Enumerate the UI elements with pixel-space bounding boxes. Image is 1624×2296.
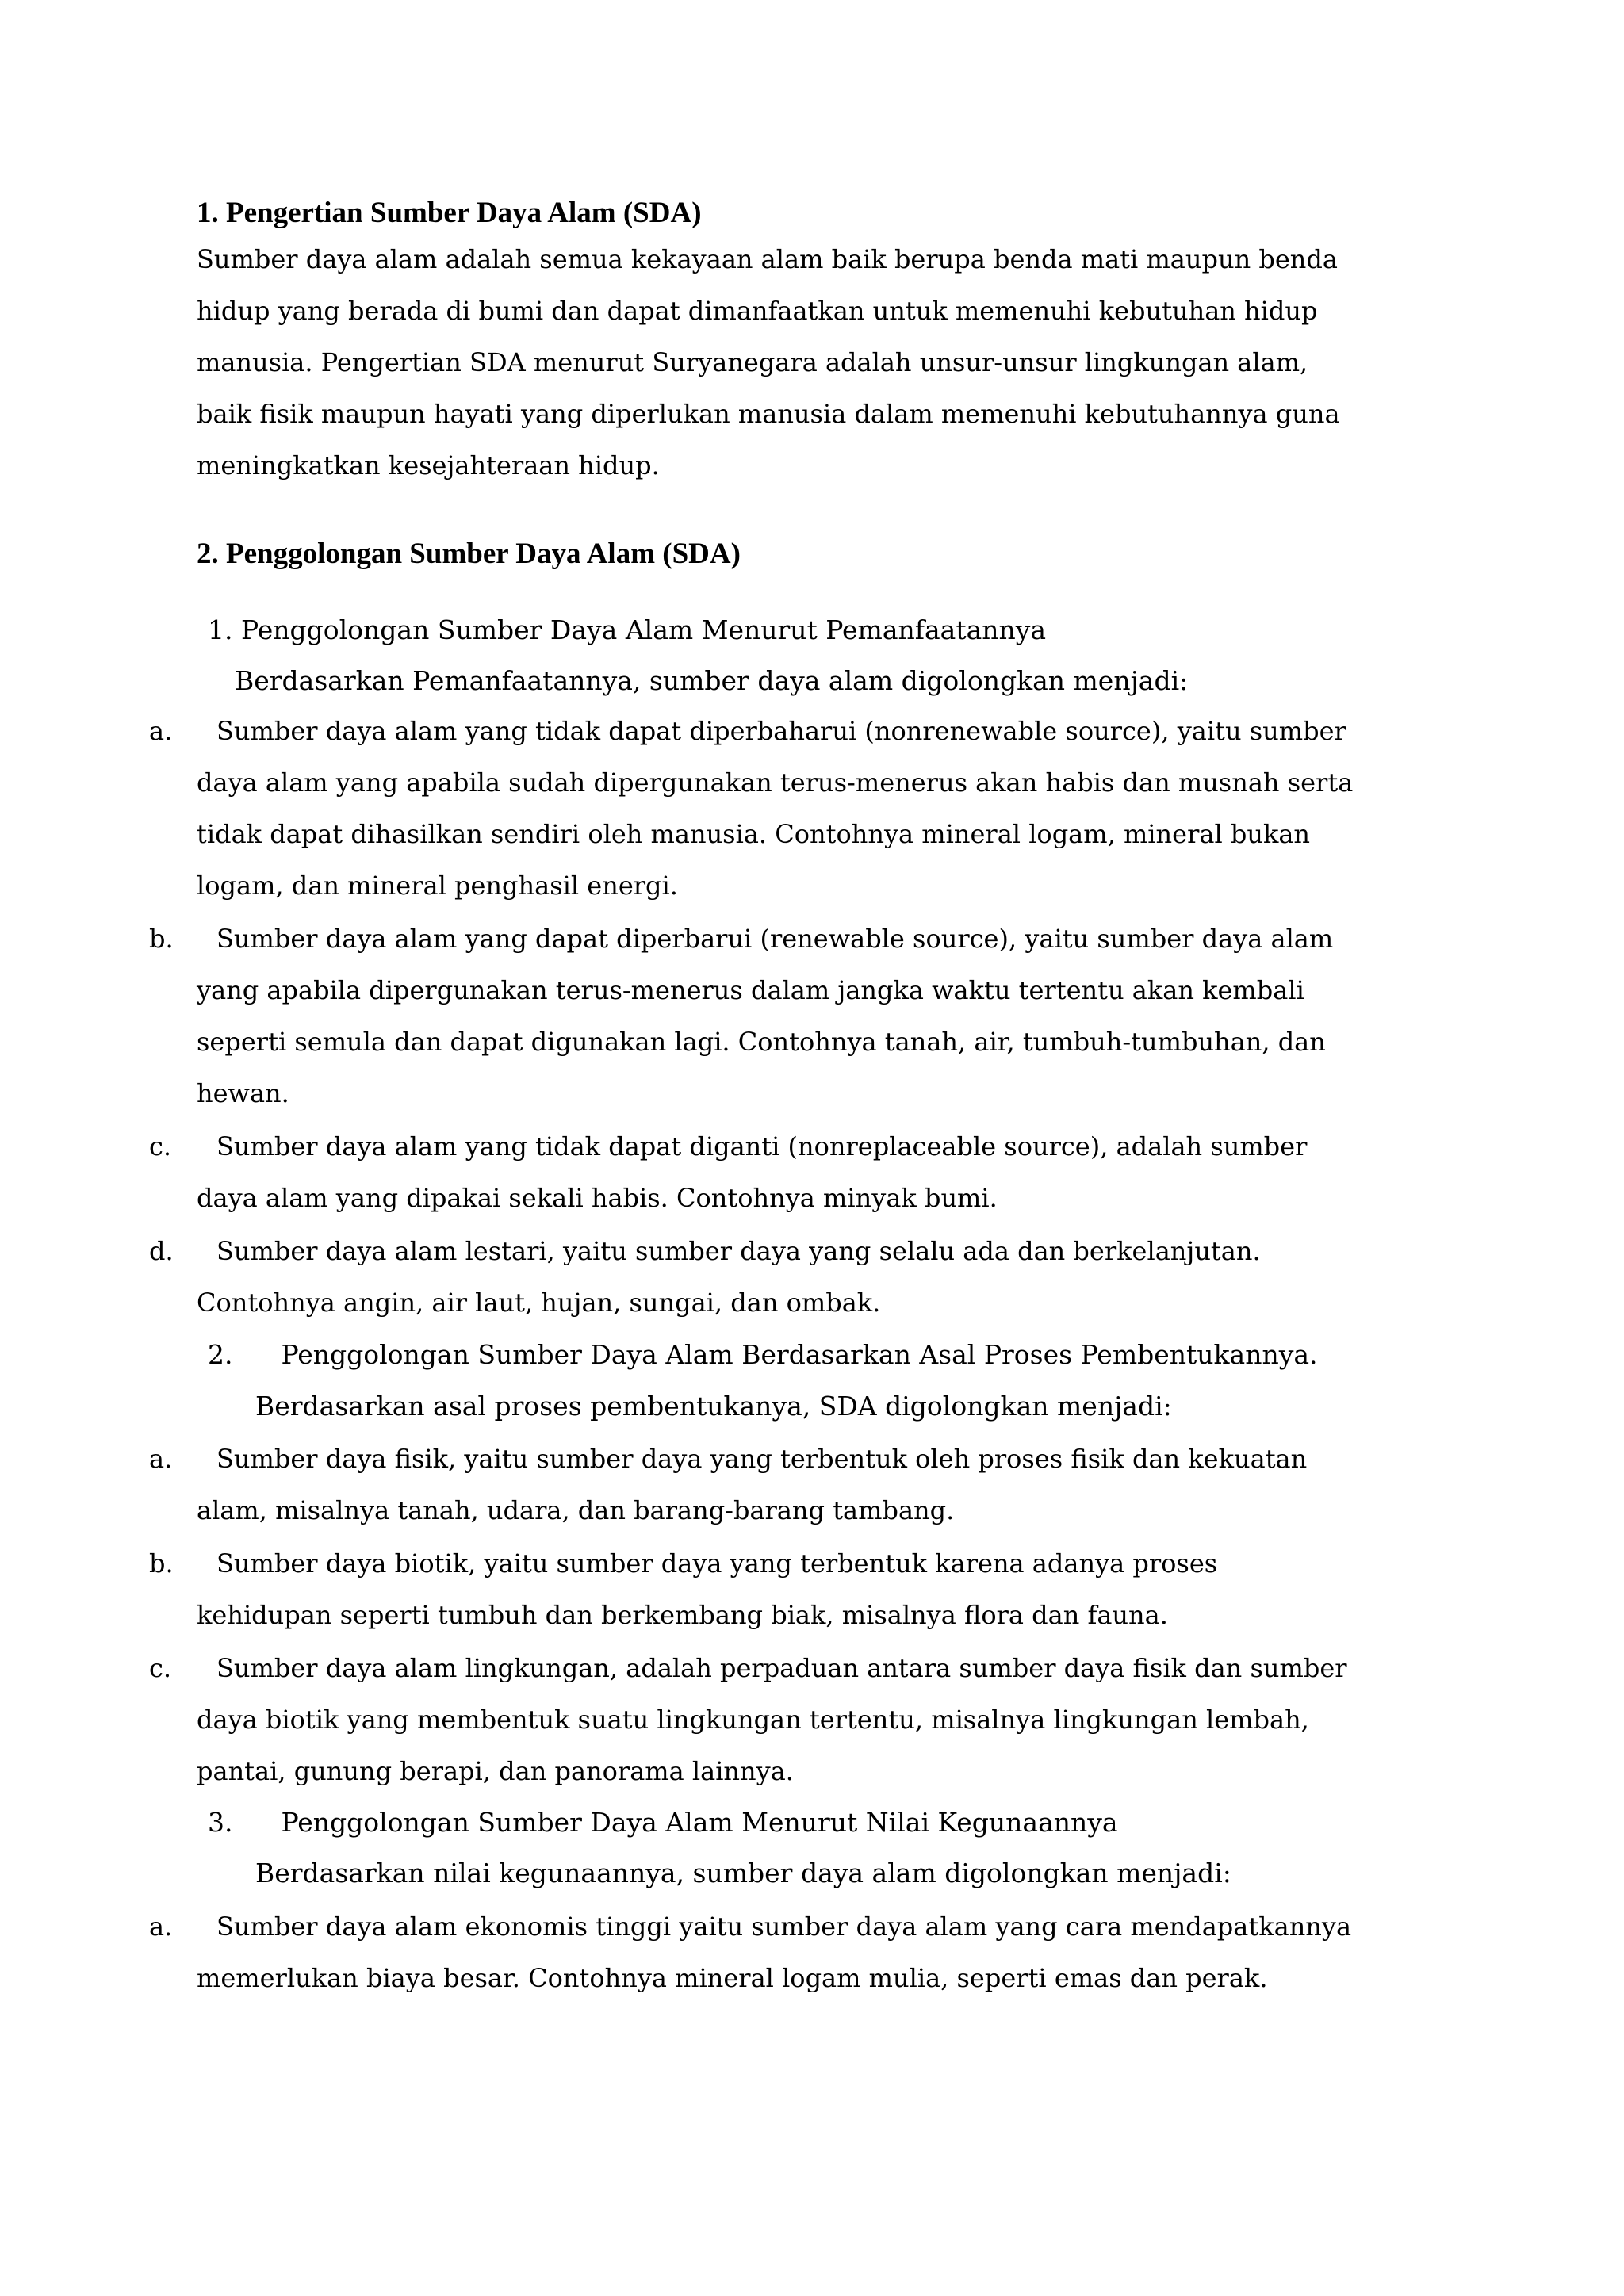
item-line: pantai, gunung berapi, dan panorama lainnya.: [197, 1756, 794, 1786]
classification-3-item-a: [197, 1901, 1442, 2004]
item-line: alam, misalnya tanah, udara, dan barang-barang tambang.: [197, 1495, 955, 1525]
item-line: Sumber daya biotik, yaitu sumber daya yang terbentuk karena adanya proses: [216, 1548, 1218, 1578]
section-heading-1: 1. Pengertian Sumber Daya Alam (SDA): [197, 197, 702, 229]
item-line: daya alam yang dipakai sekali habis. Contohnya minyak bumi.: [197, 1183, 998, 1213]
classification-2-item-b: [197, 1538, 1442, 1641]
classification-1-intro: Berdasarkan Pemanfaatannya, sumber daya alam digolongkan menjadi:: [235, 665, 1189, 696]
classification-1-item-a: [197, 706, 1442, 912]
item-line: yang apabila dipergunakan terus-menerus dalam jangka waktu tertentu akan kembali: [197, 975, 1304, 1005]
item-line: Contohnya angin, air laut, hujan, sungai, dan ombak.: [197, 1288, 881, 1318]
section-1-paragraph: [197, 234, 1434, 492]
item-line: Sumber daya fisik, yaitu sumber daya yang terbentuk oleh proses fisik dan kekuatan: [216, 1444, 1308, 1474]
item-line: tidak dapat dihasilkan sendiri oleh manusia. Contohnya mineral logam, mineral bukan: [197, 819, 1311, 849]
classification-title: Penggolongan Sumber Daya Alam Menurut Nilai Kegunaannya: [281, 1807, 1118, 1838]
paragraph-line: Sumber daya alam adalah semua kekayaan alam baik berupa benda mati maupun benda: [197, 244, 1338, 274]
paragraph-line: manusia. Pengertian SDA menurut Suryanegara adalah unsur-unsur lingkungan alam,: [197, 347, 1308, 377]
classification-2-title: [208, 1341, 1318, 1368]
item-line: logam, dan mineral penghasil energi.: [197, 871, 678, 901]
classification-1-item-b: [197, 913, 1442, 1119]
classification-title: Penggolongan Sumber Daya Alam Menurut Pemanfaatannya: [241, 614, 1047, 645]
item-marker: b.: [149, 1548, 174, 1578]
item-line: hewan.: [197, 1078, 289, 1108]
item-line: Sumber daya alam ekonomis tinggi yaitu sumber daya alam yang cara mendapatkannya: [216, 1911, 1352, 1942]
item-line: daya biotik yang membentuk suatu lingkungan tertentu, misalnya lingkungan lembah,: [197, 1705, 1309, 1735]
item-marker: a.: [149, 1911, 173, 1942]
item-line: memerlukan biaya besar. Contohnya mineral logam mulia, seperti emas dan perak.: [197, 1963, 1268, 1993]
paragraph-line: meningkatkan kesejahteraan hidup.: [197, 450, 660, 480]
paragraph-line: hidup yang berada di bumi dan dapat dimanfaatkan untuk memenuhi kebutuhan hidup: [197, 296, 1318, 326]
item-marker: a.: [149, 1444, 173, 1474]
classification-3-intro: Berdasarkan nilai kegunaannya, sumber daya alam digolongkan menjadi:: [255, 1858, 1231, 1888]
item-line: daya alam yang apabila sudah dipergunakan terus-menerus akan habis dan musnah serta: [197, 767, 1354, 798]
item-line: Sumber daya alam yang dapat diperbarui (renewable source), yaitu sumber daya alam: [216, 924, 1334, 954]
item-marker: c.: [149, 1131, 172, 1161]
classification-1-title: [208, 614, 1047, 645]
classification-title: Penggolongan Sumber Daya Alam Berdasarkan Asal Proses Pembentukannya.: [281, 1339, 1318, 1370]
classification-1-item-d: [197, 1226, 1442, 1329]
classification-number: 1.: [208, 614, 233, 645]
item-line: kehidupan seperti tumbuh dan berkembang biak, misalnya flora dan fauna.: [197, 1600, 1168, 1630]
item-marker: b.: [149, 924, 174, 954]
classification-3-title: [208, 1807, 1118, 1838]
item-line: Sumber daya alam lingkungan, adalah perpaduan antara sumber daya fisik dan sumber: [216, 1653, 1347, 1683]
classification-1-item-c: [197, 1121, 1442, 1224]
section-heading-2: 2. Penggolongan Sumber Daya Alam (SDA): [197, 538, 741, 570]
item-marker: a.: [149, 716, 173, 746]
classification-2-intro: Berdasarkan asal proses pembentukanya, SDA digolongkan menjadi:: [255, 1391, 1172, 1422]
item-line: Sumber daya alam yang tidak dapat diperbaharui (nonrenewable source), yaitu sumber: [216, 716, 1346, 746]
item-marker: c.: [149, 1653, 172, 1683]
classification-number: 3.: [208, 1807, 233, 1838]
item-line: Sumber daya alam yang tidak dapat diganti (nonreplaceable source), adalah sumber: [216, 1131, 1308, 1161]
item-marker: d.: [149, 1236, 174, 1266]
item-line: seperti semula dan dapat digunakan lagi. Contohnya tanah, air, tumbuh-tumbuhan, dan: [197, 1027, 1326, 1057]
paragraph-line: baik fisik maupun hayati yang diperlukan manusia dalam memenuhi kebutuhannya guna: [197, 399, 1340, 429]
classification-2-item-c: [197, 1643, 1442, 1797]
item-line: Sumber daya alam lestari, yaitu sumber daya yang selalu ada dan berkelanjutan.: [216, 1236, 1261, 1266]
classification-2-item-a: [197, 1433, 1442, 1536]
classification-number: 2.: [208, 1339, 233, 1370]
